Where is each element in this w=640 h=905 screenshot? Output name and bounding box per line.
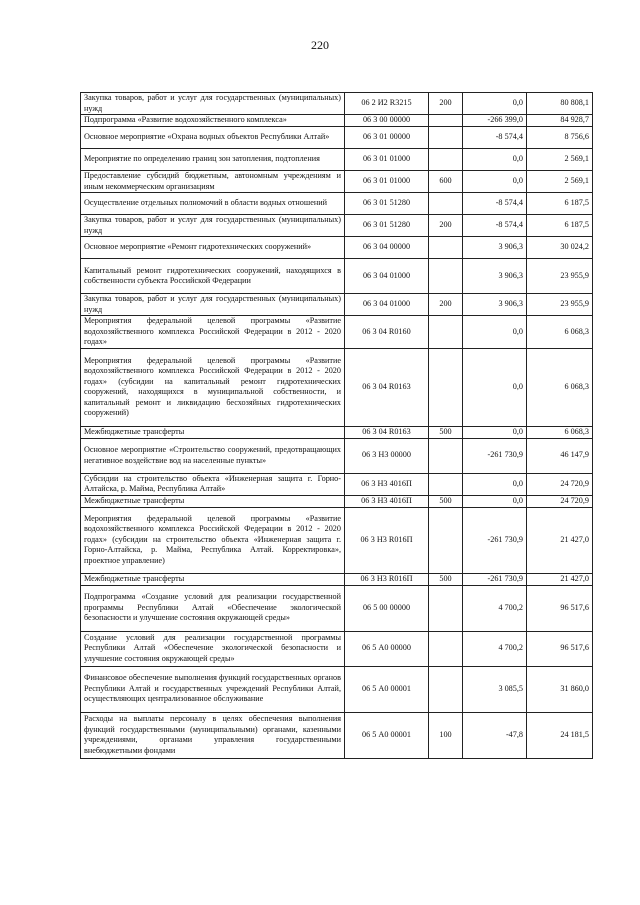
- table-row: [81, 93, 593, 115]
- row-total-cell: 21 427,0: [527, 507, 593, 573]
- row-name-cell: Закупка товаров, работ и услуг для государственных (муниципальных) нужд: [81, 93, 345, 115]
- table-row: [81, 215, 593, 237]
- row-vr-cell: [429, 237, 463, 259]
- table-row: [81, 348, 593, 426]
- row-vr-cell: [429, 438, 463, 473]
- row-vr-cell: 200: [429, 294, 463, 316]
- row-name-cell: Основное мероприятие «Строительство сооружений, предотвращающих негативное воздействие вод на населенные пункты»: [81, 438, 345, 473]
- row-name-cell: Мероприятия федеральной целевой программы «Развитие водохозяйственного комплекса Российской Федерации в 2012 - 2020 годах» (субсидии на капитальный ремонт гидротехнических сооружений, находящихся в муниципальной собственности, и капитальный ремонт и ликвидацию бесхозяйных гидротехнических сооружений): [81, 348, 345, 426]
- row-change-cell: 3 906,3: [463, 237, 527, 259]
- row-total-cell: 2 569,1: [527, 149, 593, 171]
- row-vr-cell: [429, 507, 463, 573]
- row-vr-cell: [429, 473, 463, 495]
- row-total-cell: 8 756,6: [527, 127, 593, 149]
- row-total-cell: 96 517,6: [527, 585, 593, 631]
- table-row: [81, 237, 593, 259]
- row-code-cell: 06 3 04 R0160: [345, 316, 429, 349]
- row-change-cell: 3 906,3: [463, 294, 527, 316]
- row-name-cell: Субсидии на строительство объекта «Инженерная защита г. Горно-Алтайска, р. Майма, Республика Алтай»: [81, 473, 345, 495]
- row-name-cell: Подпрограмма «Создание условий для реализации государственной программы Республики Алтай «Обеспечение экологической безопасности и улучшение состояния окружающей среды»: [81, 585, 345, 631]
- row-name-cell: Подпрограмма «Развитие водохозяйственного комплекса»: [81, 115, 345, 127]
- row-vr-cell: [429, 193, 463, 215]
- row-change-cell: 0,0: [463, 149, 527, 171]
- table-row: [81, 585, 593, 631]
- row-total-cell: 6 187,5: [527, 193, 593, 215]
- table-row: [81, 438, 593, 473]
- row-total-cell: 80 808,1: [527, 93, 593, 115]
- page-number: 220: [311, 38, 329, 52]
- row-change-cell: -261 730,9: [463, 573, 527, 585]
- row-code-cell: 06 3 01 00000: [345, 127, 429, 149]
- row-vr-cell: 500: [429, 495, 463, 507]
- row-vr-cell: 100: [429, 712, 463, 758]
- row-code-cell: 06 3 04 R0163: [345, 348, 429, 426]
- row-total-cell: 21 427,0: [527, 573, 593, 585]
- row-change-cell: 0,0: [463, 171, 527, 193]
- row-change-cell: -261 730,9: [463, 438, 527, 473]
- table-row: [81, 294, 593, 316]
- table-row: [81, 171, 593, 193]
- table-row: [81, 573, 593, 585]
- row-vr-cell: [429, 631, 463, 666]
- row-code-cell: 06 3 Н3 4016П: [345, 473, 429, 495]
- row-total-cell: 2 569,1: [527, 171, 593, 193]
- row-name-cell: Расходы на выплаты персоналу в целях обеспечения выполнения функций государственными (муниципальными) органами, казенными учреждениями, органами управления государственными внебюджетными фондами: [81, 712, 345, 758]
- row-name-cell: Предоставление субсидий бюджетным, автономным учреждениям и иным некоммерческим организациям: [81, 171, 345, 193]
- row-name-cell: Мероприятия федеральной целевой программы «Развитие водохозяйственного комплекса Российской Федерации в 2012 - 2020 годах» (субсидии на строительство объекта «Инженерная защита г. Горно-Алтайска, р. Майма, Республика Алтай. Корректировка», проектное управление): [81, 507, 345, 573]
- table-row: [81, 473, 593, 495]
- row-code-cell: 06 3 Н3 4016П: [345, 495, 429, 507]
- row-total-cell: 24 181,5: [527, 712, 593, 758]
- row-code-cell: 06 3 04 00000: [345, 237, 429, 259]
- row-code-cell: 06 3 04 R0163: [345, 426, 429, 438]
- row-name-cell: Мероприятие по определению границ зон затопления, подтопления: [81, 149, 345, 171]
- row-vr-cell: 500: [429, 426, 463, 438]
- row-code-cell: 06 5 А0 00000: [345, 631, 429, 666]
- table-row: [81, 193, 593, 215]
- row-code-cell: 06 5 00 00000: [345, 585, 429, 631]
- table-row: [81, 712, 593, 758]
- row-total-cell: 24 720,9: [527, 495, 593, 507]
- row-change-cell: 0,0: [463, 348, 527, 426]
- row-vr-cell: [429, 666, 463, 712]
- row-vr-cell: [429, 115, 463, 127]
- row-code-cell: 06 3 Н3 R016П: [345, 573, 429, 585]
- row-change-cell: -8 574,4: [463, 215, 527, 237]
- row-change-cell: -266 399,0: [463, 115, 527, 127]
- row-change-cell: -47,8: [463, 712, 527, 758]
- table-row: [81, 316, 593, 349]
- row-name-cell: Создание условий для реализации государственной программы Республики Алтай «Обеспечение экологической безопасности и улучшение состояния окружающей среды»: [81, 631, 345, 666]
- table-row: [81, 631, 593, 666]
- row-name-cell: Межбюджетные трансферты: [81, 426, 345, 438]
- row-name-cell: Межбюджетные трансферты: [81, 495, 345, 507]
- row-code-cell: 06 3 01 51280: [345, 193, 429, 215]
- row-code-cell: 06 3 01 01000: [345, 149, 429, 171]
- row-change-cell: -261 730,9: [463, 507, 527, 573]
- row-vr-cell: [429, 259, 463, 294]
- row-name-cell: Мероприятия федеральной целевой программы «Развитие водохозяйственного комплекса Российской Федерации в 2012 - 2020 годах»: [81, 316, 345, 349]
- row-total-cell: 84 928,7: [527, 115, 593, 127]
- row-code-cell: 06 3 Н3 R016П: [345, 507, 429, 573]
- row-code-cell: 06 3 04 01000: [345, 294, 429, 316]
- row-change-cell: -8 574,4: [463, 127, 527, 149]
- table-row: [81, 426, 593, 438]
- budget-table: [80, 92, 593, 759]
- row-vr-cell: [429, 127, 463, 149]
- row-change-cell: 0,0: [463, 426, 527, 438]
- table-row: [81, 495, 593, 507]
- row-change-cell: 0,0: [463, 93, 527, 115]
- row-vr-cell: [429, 149, 463, 171]
- row-vr-cell: [429, 348, 463, 426]
- table-row: [81, 259, 593, 294]
- table-row: [81, 115, 593, 127]
- row-vr-cell: 600: [429, 171, 463, 193]
- row-code-cell: 06 2 И2 R3215: [345, 93, 429, 115]
- row-change-cell: 3 085,5: [463, 666, 527, 712]
- row-code-cell: 06 3 01 01000: [345, 171, 429, 193]
- row-change-cell: -8 574,4: [463, 193, 527, 215]
- row-total-cell: 46 147,9: [527, 438, 593, 473]
- row-code-cell: 06 5 А0 00001: [345, 666, 429, 712]
- row-total-cell: 31 860,0: [527, 666, 593, 712]
- row-vr-cell: [429, 316, 463, 349]
- row-change-cell: 0,0: [463, 495, 527, 507]
- row-vr-cell: 500: [429, 573, 463, 585]
- row-total-cell: 30 024,2: [527, 237, 593, 259]
- row-change-cell: 4 700,2: [463, 631, 527, 666]
- table-row: [81, 666, 593, 712]
- row-change-cell: 3 906,3: [463, 259, 527, 294]
- table-row: [81, 507, 593, 573]
- row-name-cell: Капитальный ремонт гидротехнических сооружений, находящихся в собственности субъекта Российской Федерации: [81, 259, 345, 294]
- row-vr-cell: 200: [429, 93, 463, 115]
- row-code-cell: 06 3 04 01000: [345, 259, 429, 294]
- row-code-cell: 06 3 Н3 00000: [345, 438, 429, 473]
- row-total-cell: 24 720,9: [527, 473, 593, 495]
- row-code-cell: 06 3 01 51280: [345, 215, 429, 237]
- row-name-cell: Основное мероприятие «Ремонт гидротехнических сооружений»: [81, 237, 345, 259]
- row-vr-cell: [429, 585, 463, 631]
- row-name-cell: Осуществление отдельных полномочий в области водных отношений: [81, 193, 345, 215]
- row-code-cell: 06 3 00 00000: [345, 115, 429, 127]
- row-total-cell: 6 068,3: [527, 348, 593, 426]
- table-row: [81, 127, 593, 149]
- row-total-cell: 6 187,5: [527, 215, 593, 237]
- row-name-cell: Финансовое обеспечение выполнения функций государственных органов Республики Алтай и государственных учреждений Республики Алтай, осуществляющих централизованное обслуживание: [81, 666, 345, 712]
- row-vr-cell: 200: [429, 215, 463, 237]
- table-row: [81, 149, 593, 171]
- row-total-cell: 96 517,6: [527, 631, 593, 666]
- row-total-cell: 23 955,9: [527, 294, 593, 316]
- row-name-cell: Закупка товаров, работ и услуг для государственных (муниципальных) нужд: [81, 215, 345, 237]
- row-total-cell: 6 068,3: [527, 316, 593, 349]
- row-change-cell: 0,0: [463, 316, 527, 349]
- row-total-cell: 6 068,3: [527, 426, 593, 438]
- row-name-cell: Основное мероприятие «Охрана водных объектов Республики Алтай»: [81, 127, 345, 149]
- row-change-cell: 4 700,2: [463, 585, 527, 631]
- row-total-cell: 23 955,9: [527, 259, 593, 294]
- row-name-cell: Межбюджетные трансферты: [81, 573, 345, 585]
- row-code-cell: 06 5 А0 00001: [345, 712, 429, 758]
- row-change-cell: 0,0: [463, 473, 527, 495]
- row-name-cell: Закупка товаров, работ и услуг для государственных (муниципальных) нужд: [81, 294, 345, 316]
